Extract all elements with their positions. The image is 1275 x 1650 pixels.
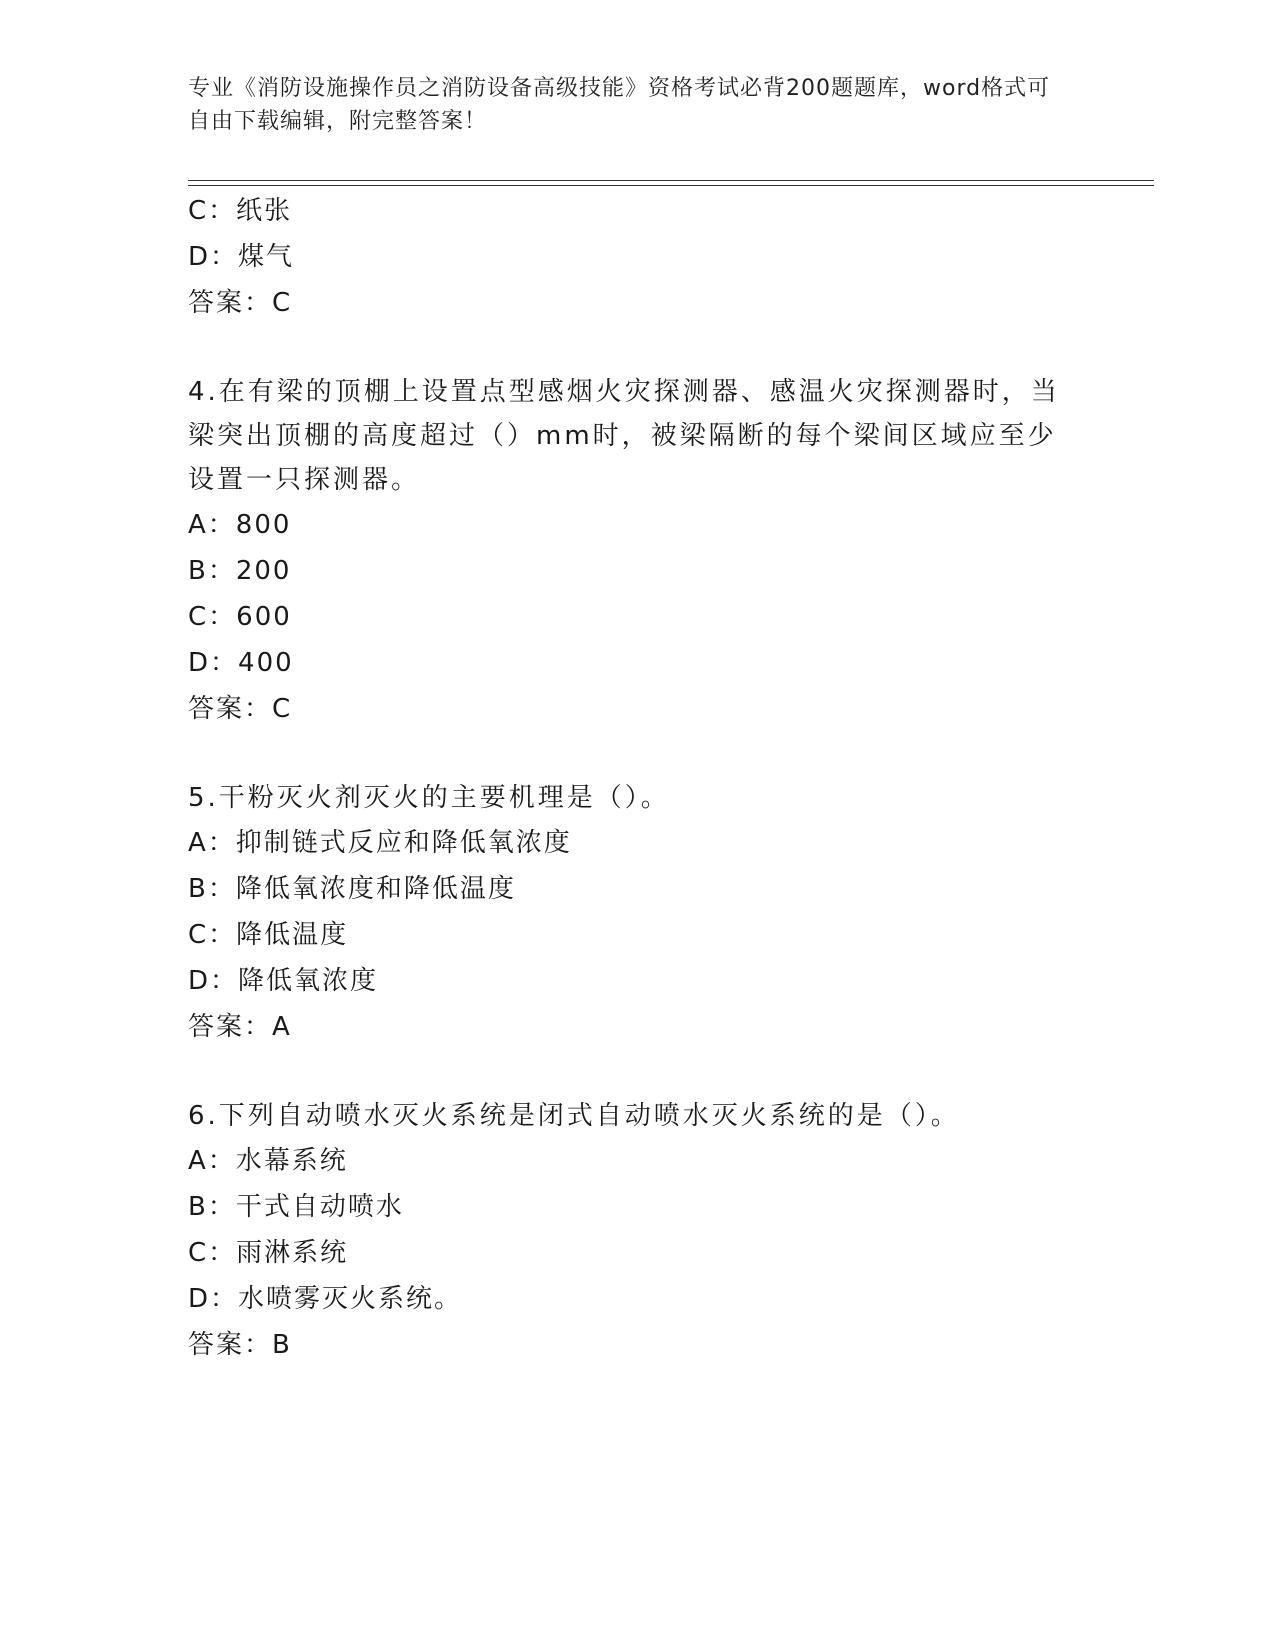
option-b: B：干式自动喷水 [188,1192,404,1222]
question-list [188,188,1088,1368]
option-c: C：雨淋系统 [188,1238,349,1268]
question-5 [188,776,1088,1050]
option-a: A：抑制链式反应和降低氧浓度 [188,828,572,858]
question-text: 6.下列自动喷水灭火系统是闭式自动喷水灭火系统的是（）。 [188,1101,960,1131]
option-c: C：600 [188,602,292,632]
option-d: D：煤气 [188,242,295,272]
option-c: C：纸张 [188,196,293,226]
option-a: A：800 [188,510,292,540]
option-d: D：降低氧浓度 [188,966,379,996]
question-text: 5.干粉灭火剂灭火的主要机理是（）。 [188,783,670,813]
option-d: D：400 [188,648,294,678]
question-4 [188,370,1088,732]
answer-line: 答案：B [188,1330,292,1360]
option-b: B：降低氧浓度和降低温度 [188,874,516,904]
header-divider-bottom [188,185,1154,186]
header-divider-top [188,180,1154,181]
question-3-tail [188,188,1088,326]
option-c: C：降低温度 [188,920,349,950]
page-header-title: 专业《消防设施操作员之消防设备高级技能》资格考试必背200题题库，word格式可自由下载编辑，附完整答案！ [188,76,1051,134]
option-a: A：水幕系统 [188,1146,348,1176]
answer-line: 答案：C [188,694,293,724]
answer-line: 答案：C [188,288,293,318]
option-b: B：200 [188,556,292,586]
question-text: 4.在有梁的顶棚上设置点型感烟火灾探测器、感温火灾探测器时，当梁突出顶棚的高度超过（）mm时，被梁隔断的每个梁间区域应至少设置一只探测器。 [188,377,1060,495]
question-6 [188,1094,1088,1368]
answer-line: 答案：A [188,1012,292,1042]
option-d: D：水喷雾灭火系统。 [188,1284,463,1314]
